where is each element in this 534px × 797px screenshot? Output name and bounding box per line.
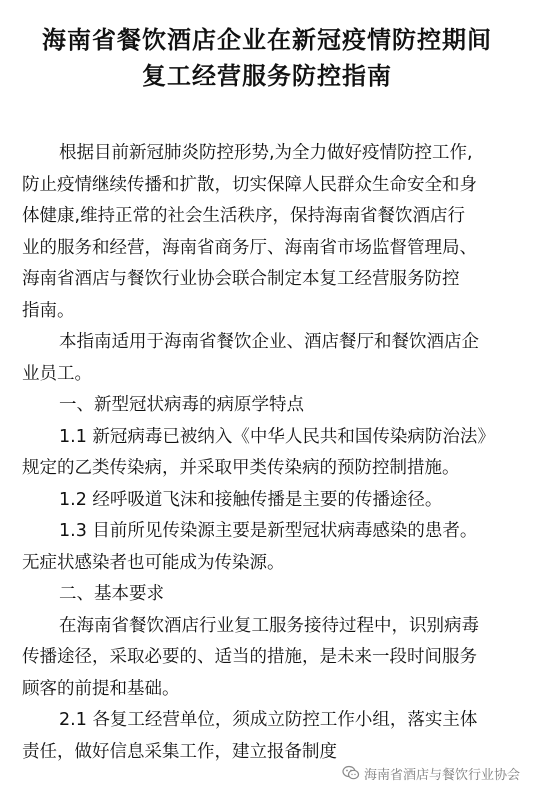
body-line: 无症状感染者也可能成为传染源。 bbox=[22, 552, 285, 573]
body-line: 一、新型冠状病毒的病原学特点 bbox=[59, 395, 304, 415]
body-line: 规定的乙类传染病，并采取甲类传染病的预防控制措施。 bbox=[22, 458, 460, 478]
wechat-icon bbox=[342, 765, 360, 781]
document-title bbox=[0, 22, 534, 94]
title-line: 复工经营服务防控指南 bbox=[142, 61, 392, 90]
body-line: 责任，做好信息采集工作，建立报备制度 bbox=[22, 741, 337, 762]
watermark-text: 海南省酒店与餐饮行业协会 bbox=[364, 767, 521, 783]
body-line: 传播途径，采取必要的、适当的措施，是未来一段时间服务 bbox=[22, 647, 477, 667]
document-body bbox=[22, 138, 514, 768]
body-line: 海南省酒店与餐饮行业协会联合制定本复工经营服务防控 bbox=[22, 269, 460, 289]
body-line: 1.2 经呼吸道飞沫和接触传播是主要的传播途径。 bbox=[59, 489, 443, 510]
body-line: 指南。 bbox=[22, 300, 75, 321]
body-line: 业员工。 bbox=[22, 363, 92, 384]
body-line: 在海南省餐饮酒店行业复工服务接待过程中，识别病毒 bbox=[59, 615, 479, 636]
body-line: 顾客的前提和基础。 bbox=[22, 678, 180, 699]
body-line: 业的服务和经营，海南省商务厅、海南省市场监督管理局、 bbox=[22, 237, 477, 258]
body-line: 1.1 新冠病毒已被纳入《中华人民共和国传染病防治法》 bbox=[59, 426, 495, 447]
body-line: 体健康,维持正常的社会生活秩序，保持海南省餐饮酒店行 bbox=[22, 206, 466, 226]
body-line: 二、基本要求 bbox=[59, 584, 164, 604]
body-line: 防止疫情继续传播和扩散，切实保障人民群众生命安全和身 bbox=[22, 174, 477, 195]
title-line: 海南省餐饮酒店企业在新冠疫情防控期间 bbox=[42, 25, 492, 54]
body-line: 本指南适用于海南省餐饮企业、酒店餐厅和餐饮酒店企 bbox=[59, 332, 479, 352]
body-line: 根据目前新冠肺炎防控形势,为全力做好疫情防控工作, bbox=[59, 143, 473, 163]
body-line: 1.3 目前所见传染源主要是新型冠状病毒感染的患者。 bbox=[59, 521, 478, 541]
watermark bbox=[338, 761, 524, 785]
body-line: 2.1 各复工经营单位，须成立防控工作小组，落实主体 bbox=[59, 710, 478, 730]
